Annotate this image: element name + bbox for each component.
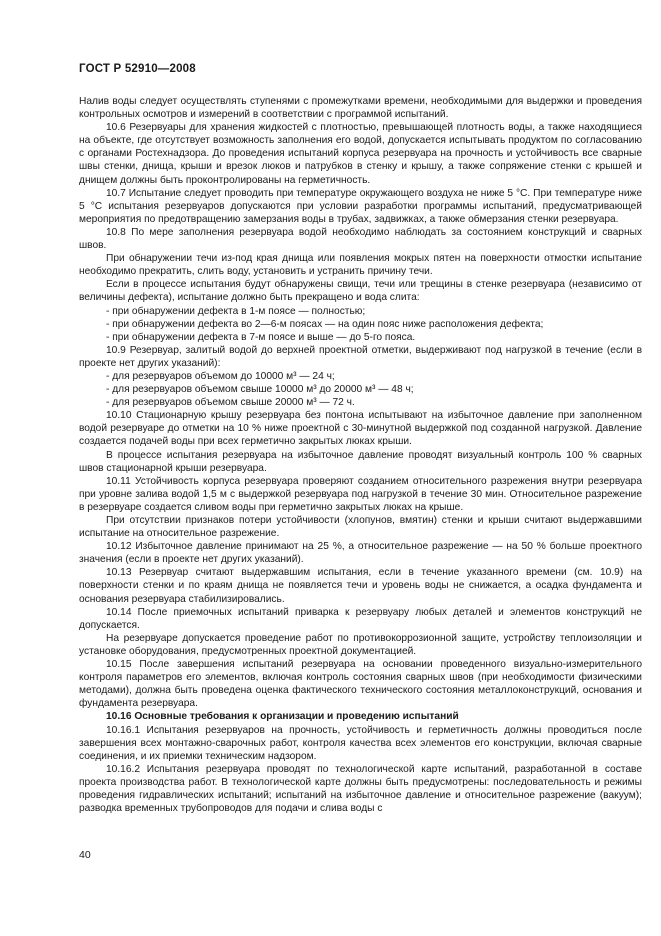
list-item: - при обнаружении дефекта в 1-м поясе — полностью; <box>106 305 366 317</box>
paragraph: Если в процессе испытания будут обнаружены свищи, течи или трещины в стенке резервуара (независимо от величины дефекта), испытание должно быть прекращено и вода слита: <box>79 279 642 304</box>
list-item: - при обнаружении дефекта во 2—6-м поясах — на один пояс ниже расположения дефекта; <box>106 318 544 330</box>
document-body <box>79 95 642 815</box>
clause-10-10: 10.10 Стационарную крышу резервуара без понтона испытывают на избыточное давление при заполненном водой резервуаре до отметки на 10 % ниже проектной с 30-минутной выдержкой под созданной нагрузкой. Давление создается подачей воды при всех герметично закрытых люках крыши. <box>79 410 642 448</box>
clause-10-11: 10.11 Устойчивость корпуса резервуара проверяют созданием относительного разрежения внутри резервуара при уровне залива водой 1,5 м с выдержкой резервуара под нагрузкой в течение 30 мин. Относительное разрежение в резервуаре создается сливом воды при герметично закрытых люках на крыше. <box>79 475 642 513</box>
page-number: 40 <box>79 849 91 861</box>
paragraph: В процессе испытания резервуара на избыточное давление проводят визуальный контроль 100 % сварных швов стационарной крыши резервуара. <box>79 449 642 474</box>
clause-10-14: 10.14 После приемочных испытаний приварка к резервуару любых деталей и элементов конструкций не допускается. <box>79 606 642 631</box>
clause-10-12: 10.12 Избыточное давление принимают на 25 %, а относительное разрежение — на 50 % больше проектного значения (если в проекте нет других указаний). <box>79 541 642 566</box>
clause-10-6: 10.6 Резервуары для хранения жидкостей с плотностью, превышающей плотность воды, а также находящиеся на объекте, где отсутствует возможность заполнения его водой, допускается испытывать продуктом по согласованию с органами Ростехнадзора. До проведения испытаний корпуса резервуара на прочность и устойчивость все сварные швы стенки, днища, крыши и врезок люков и патрубков в стенку и крышу, а также сопряжение стенки с крышей и днищем должны быть проконтролированы на герметичность. <box>79 122 642 186</box>
document-header: ГОСТ Р 52910—2008 <box>79 63 196 75</box>
list-item: - для резервуаров объемом свыше 10000 м³ до 20000 м³ — 48 ч; <box>106 384 414 396</box>
clause-10-15: 10.15 После завершения испытаний резервуара на основании проведенного визуально-измерительного контроля параметров его элементов, включая контроль состояния сварных швов (при необходимости физическими методами), должна быть проведена оценка фактического технического состояния металлоконструкций, основания и фундамента резервуара. <box>79 659 642 710</box>
paragraph: При обнаружении течи из-под края днища или появления мокрых пятен на поверхности отмостки испытание необходимо прекратить, слить воду, установить и устранить причину течи. <box>79 253 642 278</box>
clause-10-9: 10.9 Резервуар, залитый водой до верхней проектной отметки, выдерживают под нагрузкой в течение (если в проекте нет других указаний): <box>79 344 642 369</box>
list-item: - для резервуаров объемом свыше 20000 м³ — 72 ч. <box>106 397 355 409</box>
clause-10-16-2: 10.16.2 Испытания резервуара проводят по технологической карте испытаний, разработанной в составе проекта производства работ. В технологической карте должны быть предусмотрены: последовательность и режимы проведения гидравлических испытаний; испытаний на избыточное давление и относительное разрежение (вакуум); разводка временных трубопроводов для подачи и слива воды с <box>79 763 642 815</box>
list-item: - для резервуаров объемом до 10000 м³ — 24 ч; <box>106 370 335 382</box>
paragraph: При отсутствии признаков потери устойчивости (хлопунов, вмятин) стенки и крыши считают выдержавшими испытание на относительное разрежение. <box>79 515 642 540</box>
clause-10-16-1: 10.16.1 Испытания резервуаров на прочность, устойчивость и герметичность должны проводиться после завершения всех монтажно-сварочных работ, контроля качества всех элементов его конструкции, включая сварные соединения, и их приемки техническим надзором. <box>79 724 642 762</box>
clause-10-7: 10.7 Испытание следует проводить при температуре окружающего воздуха не ниже 5 °С. При температуре ниже 5 °С испытания резервуаров допускаются при условии разработки программы испытаний, предусматривающей мероприятия по предотвращению замерзания воды в трубах, задвижках, а также обмерзания стенки резервуара. <box>79 187 642 225</box>
list-item: - при обнаружении дефекта в 7-м поясе и выше — до 5-го пояса. <box>106 331 416 343</box>
clause-10-8: 10.8 По мере заполнения резервуара водой необходимо наблюдать за состоянием конструкций и сварных швов. <box>79 226 642 252</box>
paragraph: На резервуаре допускается проведение работ по противокоррозионной защите, устройству теплоизоляции и установке оборудования, предусмотренных проектной документацией. <box>79 632 642 657</box>
clause-10-13: 10.13 Резервуар считают выдержавшим испытания, если в течение указанного времени (см. 10.9) на поверхности стенки и по краям днища не появляется течи и уровень воды не снижается, а осадка фундамента и основания резервуара стабилизировались. <box>79 567 642 605</box>
section-heading-10-16: 10.16 Основные требования к организации и проведению испытаний <box>106 711 459 723</box>
paragraph: Налив воды следует осуществлять ступенями с промежутками времени, необходимыми для выдержки и проведения контрольных осмотров и измерений в соответствии с программой испытаний. <box>79 96 642 121</box>
